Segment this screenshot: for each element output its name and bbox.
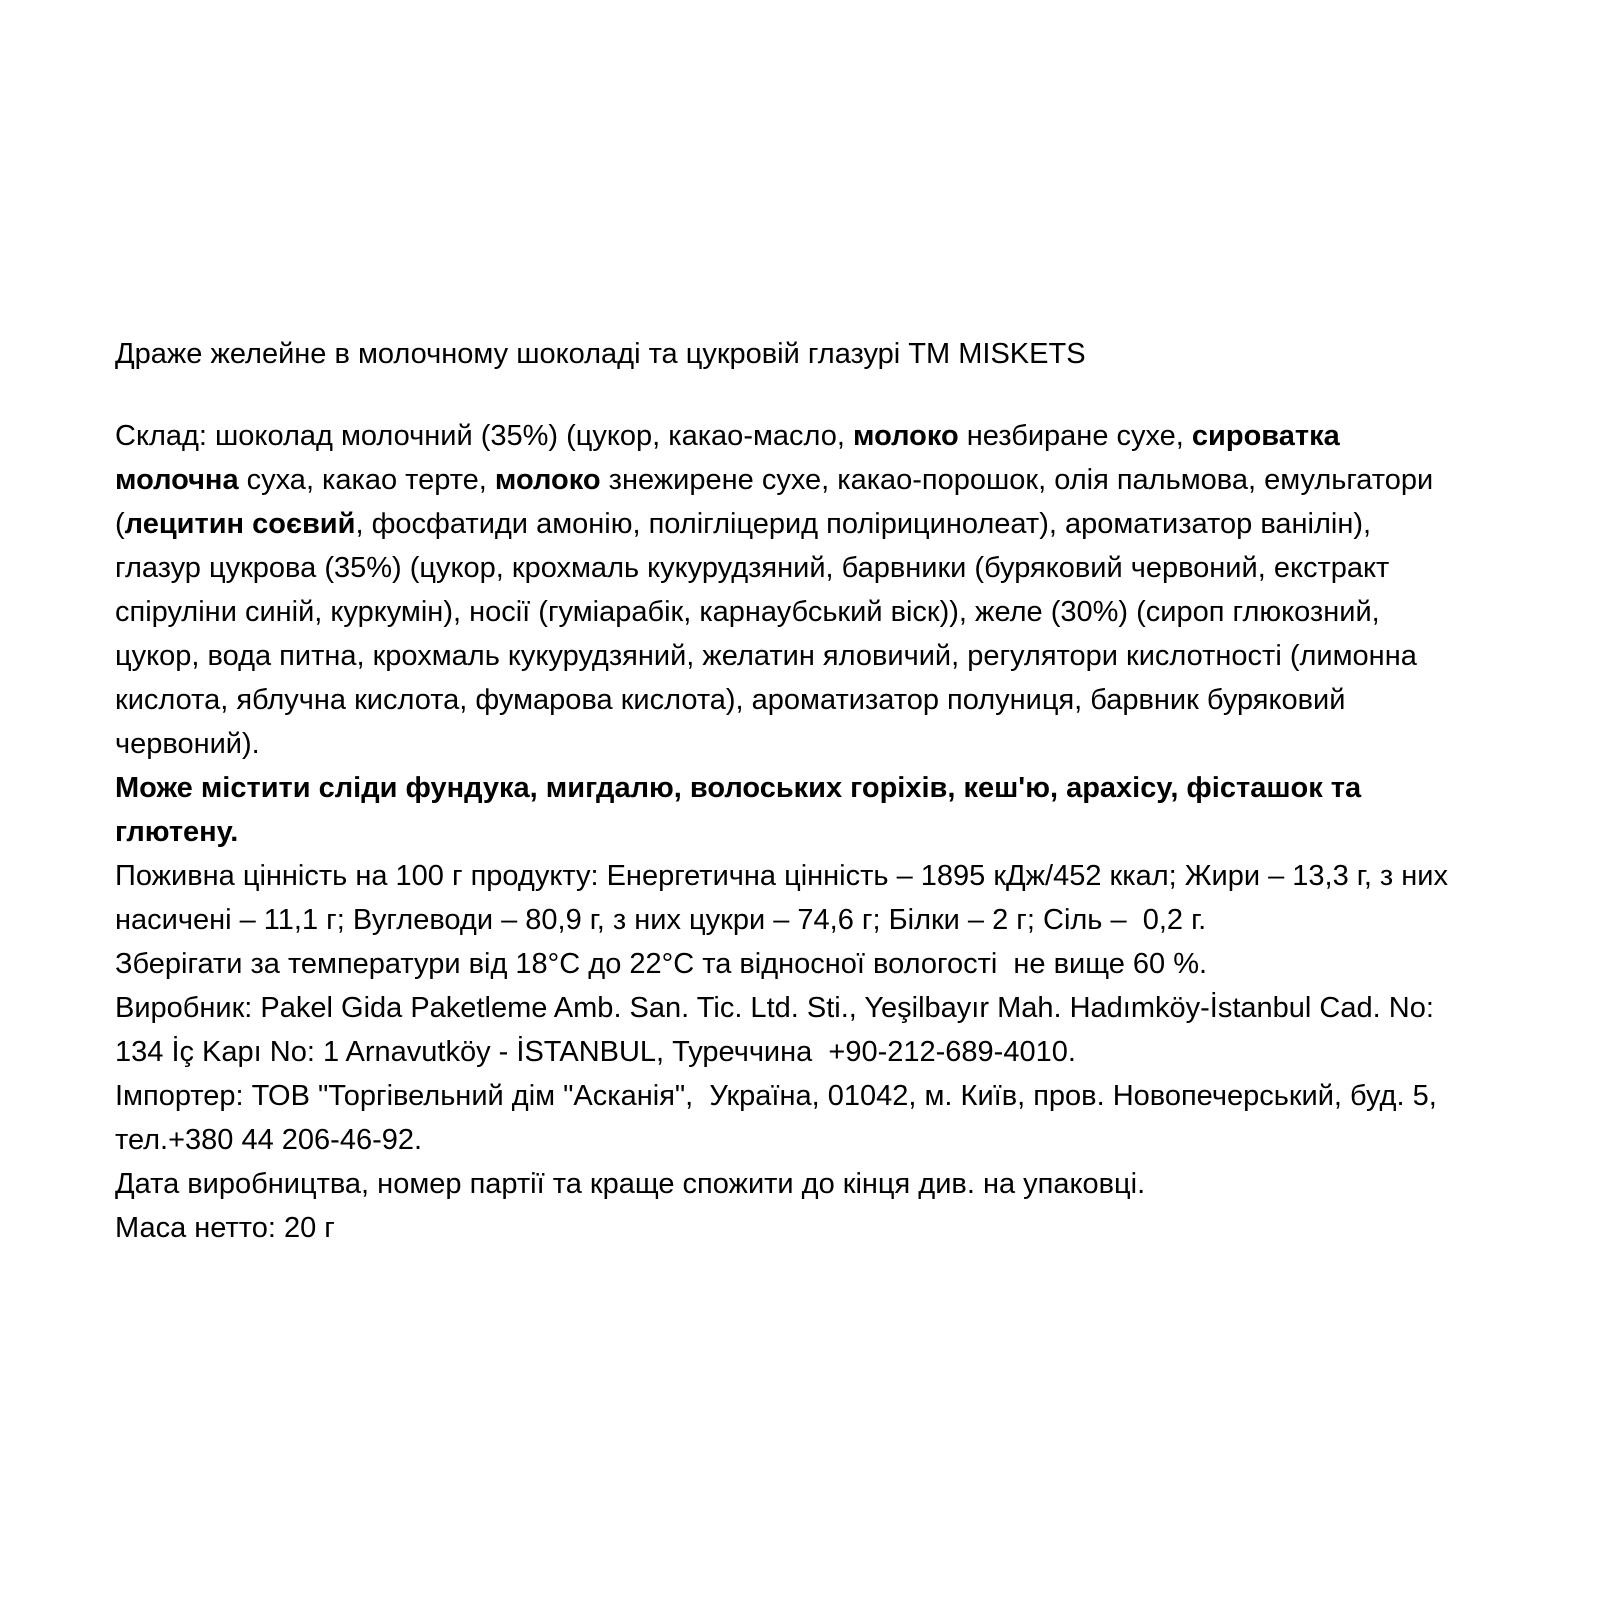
paragraph-storage <box>115 942 1450 986</box>
text-segment: Склад: шоколад молочний (35%) (цукор, какао-масло, <box>115 420 854 452</box>
text-segment: молоко <box>853 420 959 452</box>
text-segment: Дата виробництва, номер партії та краще спожити до кінця див. на упаковці. <box>115 1168 1146 1200</box>
paragraph-nutrition <box>115 854 1457 942</box>
paragraph-allergen-warning <box>115 766 1450 854</box>
product-title: Драже желейне в молочному шоколаді та цукровій глазурі ТМ MISKETS <box>115 338 1086 370</box>
text-segment: Може містити сліди фундука, мигдалю, волоських горіхів, кеш'ю, арахісу, фісташок та глютену. <box>115 772 1370 848</box>
paragraph-manufacturer <box>115 986 1450 1074</box>
text-segment: , фосфатиди амонію, полігліцерид полірицинолеат), ароматизатор ванілін), глазур цукрова (35%) (цукор, крохмаль кукурудзяний, барвники (буряковий червоний, екстракт спіруліни синій, куркумін), носії (гуміарабік, карнаубський віск)), желе (30%) (сироп глюкозний, цукор, вода питна, крохмаль кукурудзяний, желатин яловичий, регулятори кислотності (лимонна кислота, яблучна кислота, фумарова кислота), ароматизатор полуниця, барвник буряковий червоний). <box>115 508 1425 760</box>
text-segment: Зберігати за температури від 18°С до 22°С та відносної вологості не вище 60 %. <box>115 948 1208 980</box>
text-segment: Маса нетто: 20 г <box>115 1212 335 1244</box>
text-segment: сироватка молочна <box>115 420 1348 496</box>
text-segment: Імпортер: ТОВ "Торгівельний дім "Асканія", Україна, 01042, м. Київ, пров. Новопечерський, буд. 5, тел.+380 44 206-46-92. <box>115 1080 1445 1156</box>
text-segment: лецитин соєвий <box>124 508 356 540</box>
text-segment: Виробник: Pakel Gida Paketleme Amb. San. Tic. Ltd. Sti., Yeşilbayır Mah. Hadımköy-İstanbul Cad. No: 134 İç Kapı No: 1 Arnavutköy - İSTANBUL, Туреччина +90-212-689-4010. <box>115 992 1442 1068</box>
paragraph-net-weight <box>115 1206 1450 1250</box>
text-segment: молоко <box>494 464 601 496</box>
text-segment: Поживна цінність на 100 г продукту: Енергетична цінність – 1895 кДж/452 ккал; Жири – 13,3 г, з них насичені – 11,1 г; Вуглеводи – 80,9 г, з них цукри – 74,6 г; Білки – 2 г; Сіль – 0,2 г. <box>115 860 1457 936</box>
text-segment: незбиране сухе, <box>958 420 1192 452</box>
document-body <box>115 414 1457 1250</box>
paragraph-ingredients <box>115 414 1450 766</box>
text-segment: суха, какао терте, <box>238 464 495 496</box>
paragraph-production-date <box>115 1162 1450 1206</box>
paragraph-importer <box>115 1074 1450 1162</box>
text-segment: знежирене сухе, какао-порошок, олія пальмова, емульгатори ( <box>115 464 1442 540</box>
